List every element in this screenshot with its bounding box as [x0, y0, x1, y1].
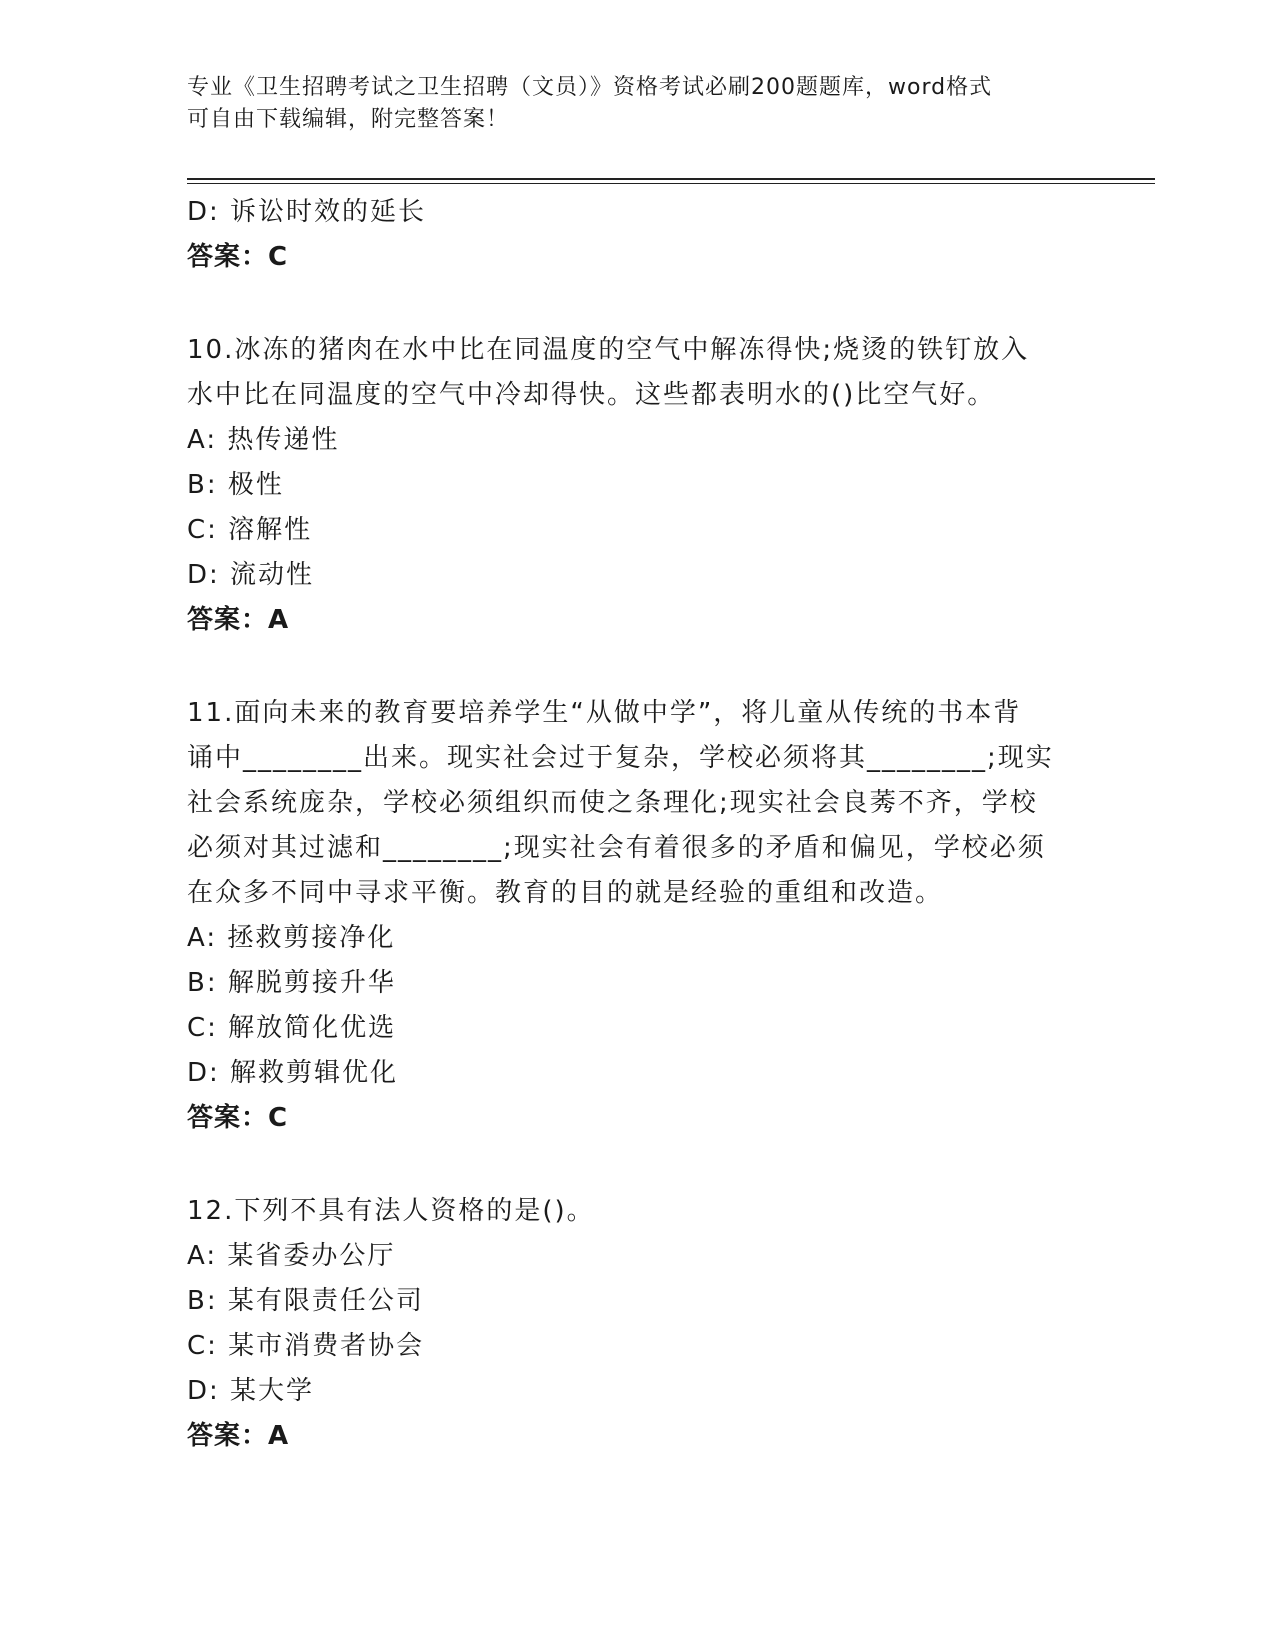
option-d: D: 解救剪辑优化 — [187, 1058, 399, 1088]
option-d: D: 流动性 — [187, 560, 315, 590]
question-text-line: 11.面向未来的教育要培养学生“从做中学”，将儿童从传统的书本背 — [187, 698, 1022, 728]
header-line-1: 专业《卫生招聘考试之卫生招聘（文员）》资格考试必刷200题题库，word格式 — [187, 75, 993, 100]
question-12 — [187, 1189, 1087, 1459]
option-d: D: 某大学 — [187, 1376, 315, 1406]
question-10 — [187, 328, 1087, 643]
carryover-block — [187, 190, 1087, 280]
option-a: A: 拯救剪接净化 — [187, 923, 396, 953]
question-text-line: 社会系统庞杂，学校必须组织而使之条理化;现实社会良莠不齐，学校 — [187, 788, 1038, 818]
question-text-line: 12.下列不具有法人资格的是()。 — [187, 1196, 595, 1226]
option-a: A: 热传递性 — [187, 425, 340, 455]
option-c: C: 解放简化优选 — [187, 1013, 397, 1043]
option-c: C: 某市消费者协会 — [187, 1331, 425, 1361]
option-d: D: 诉讼时效的延长 — [187, 197, 427, 227]
question-11 — [187, 691, 1087, 1141]
document-header — [187, 72, 1067, 136]
question-list — [187, 190, 1087, 1459]
question-text-line: 10.冰冻的猪肉在水中比在同温度的空气中解冻得快;烧烫的铁钉放入 — [187, 335, 1030, 365]
option-a: A: 某省委办公厅 — [187, 1241, 396, 1271]
question-text-line: 水中比在同温度的空气中冷却得快。这些都表明水的()比空气好。 — [187, 380, 996, 410]
question-text-line: 在众多不同中寻求平衡。教育的目的就是经验的重组和改造。 — [187, 878, 944, 908]
answer: 答案：C — [187, 242, 289, 272]
header-rule-thick — [187, 178, 1155, 180]
answer: 答案：A — [187, 605, 290, 635]
header-line-2: 可自由下载编辑，附完整答案！ — [187, 107, 510, 132]
option-b: B: 某有限责任公司 — [187, 1286, 424, 1316]
answer: 答案：A — [187, 1421, 290, 1451]
option-b: B: 解脱剪接升华 — [187, 968, 396, 998]
header-rule-thin — [187, 183, 1155, 184]
question-text-line: 诵中________出来。现实社会过于复杂，学校必须将其________;现实 — [187, 743, 1054, 773]
question-text-line: 必须对其过滤和________;现实社会有着很多的矛盾和偏见，学校必须 — [187, 833, 1046, 863]
option-c: C: 溶解性 — [187, 515, 313, 545]
answer: 答案：C — [187, 1103, 289, 1133]
option-b: B: 极性 — [187, 470, 284, 500]
